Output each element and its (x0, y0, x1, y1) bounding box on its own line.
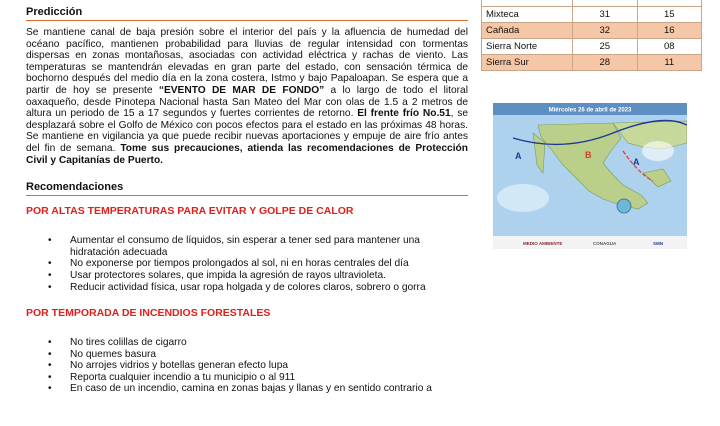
prediccion-heading: Predicción (26, 0, 468, 21)
min-cell: 16 (637, 23, 702, 39)
region-cell: Sierra Sur (482, 55, 573, 71)
temperature-table (481, 0, 702, 71)
list-item: • En caso de un incendio, camina en zonas bajas y llanas y en sentido contrario a (48, 383, 468, 395)
region-cell: Mixteca (482, 7, 573, 23)
logo-medio-ambiente: MEDIO AMBIENTE (523, 241, 563, 246)
precauciones-text: Tome sus precauciones, atienda las recomendaciones de Protección Civil y Capitanías de Puerto. (26, 142, 468, 166)
incendios-heading: POR TEMPORADA DE INCENDIOS FORESTALES (26, 307, 271, 320)
min-cell: 08 (637, 39, 702, 55)
frente-frio: El frente frío No.51 (357, 108, 451, 120)
max-cell: 32 (573, 23, 638, 39)
forecast-column (26, 0, 468, 395)
list-item: • No quemes basura (48, 349, 468, 361)
map-date: Miércoles 26 de abril de 2023 (548, 107, 632, 114)
oaxaca-marker (617, 199, 631, 213)
max-cell: 28 (573, 55, 638, 71)
evento-mar-de-fondo: “EVENTO DE MAR DE FONDO” (158, 84, 325, 96)
table-row (482, 7, 702, 23)
region-cell: Cañada (482, 23, 573, 39)
logo-conagua: CONAGUA (593, 241, 617, 246)
prediccion-text: Se mantiene canal de baja presión sobre el interior del país y la afluencia de humedad del océano pacífico, mantienen probabilidad para lluvias de regular intensidad con tormentas dispersas en zonas montañosas, asociadas con actividad eléctrica y rachas de viento. Las temperaturas se mantendrán elevadas en gran parte del estado, con sensación térmica de bochorno después del medio día en la zona costera, Istmo y bajo Papaloapan. Se espera que a partir de hoy se presente “EVENTO DE MAR DE FONDO” a lo largo de todo el litoral oaxaqueño, desde Pinotepa Nacional hasta San Mateo del Mar con olas de 1.5 a 2 metros de altura un periodo de 15 a 17 segundos y fuertes corrientes de retorno. El frente frío No.51, se desplazará sobre el Golfo de México con pocos efectos para el estado en las próximas 48 horas. Se mantiene en vigilancia ya que puede recibir nuevas aportaciones y empuje de aire frío antes del fin de semana. Tome sus precauciones, atienda las recomendaciones de Protección Civil y Capitanías de Puerto. (26, 27, 468, 166)
region-cell: Sierra Norte (482, 39, 573, 55)
min-cell: 11 (637, 55, 702, 71)
logo-smn: SMN (653, 241, 663, 246)
weather-map (493, 103, 687, 249)
list-item: • No exponerse por tiempos prolongados al sol, ni en horas centrales del día (48, 258, 468, 270)
table-row (482, 55, 702, 71)
svg-text:A: A (633, 157, 640, 167)
svg-text:B: B (585, 150, 592, 160)
list-item: • Reducir actividad física, usar ropa holgada y de colores claros, sobrero o gorra (48, 282, 468, 294)
list-item: • No arrojes vidrios y botellas generan efecto lupa (48, 360, 468, 372)
table-row (482, 39, 702, 55)
max-cell: 31 (573, 7, 638, 23)
list-item: • Aumentar el consumo de líquidos, sin esperar a tener sed para mantener una hidratación adecuada (48, 235, 468, 258)
recomendaciones-heading: Recomendaciones (26, 175, 468, 196)
cloud-cluster (642, 141, 674, 161)
list-item: • Reporta cualquier incendio a tu municipio o al 911 (48, 372, 468, 384)
calor-list (26, 235, 468, 293)
calor-heading: POR ALTAS TEMPERATURAS PARA EVITAR Y GOLPE DE CALOR (26, 205, 354, 218)
cloud-band (497, 184, 549, 212)
svg-text:A: A (515, 151, 522, 161)
sidebar-column (481, 0, 701, 71)
list-item: • Usar protectores solares, que impida la agresión de rayos ultravioleta. (48, 270, 468, 282)
min-cell: 15 (637, 7, 702, 23)
max-cell: 25 (573, 39, 638, 55)
table-row (482, 23, 702, 39)
list-item: • No tires colillas de cigarro (48, 337, 468, 349)
incendios-list (26, 337, 468, 395)
